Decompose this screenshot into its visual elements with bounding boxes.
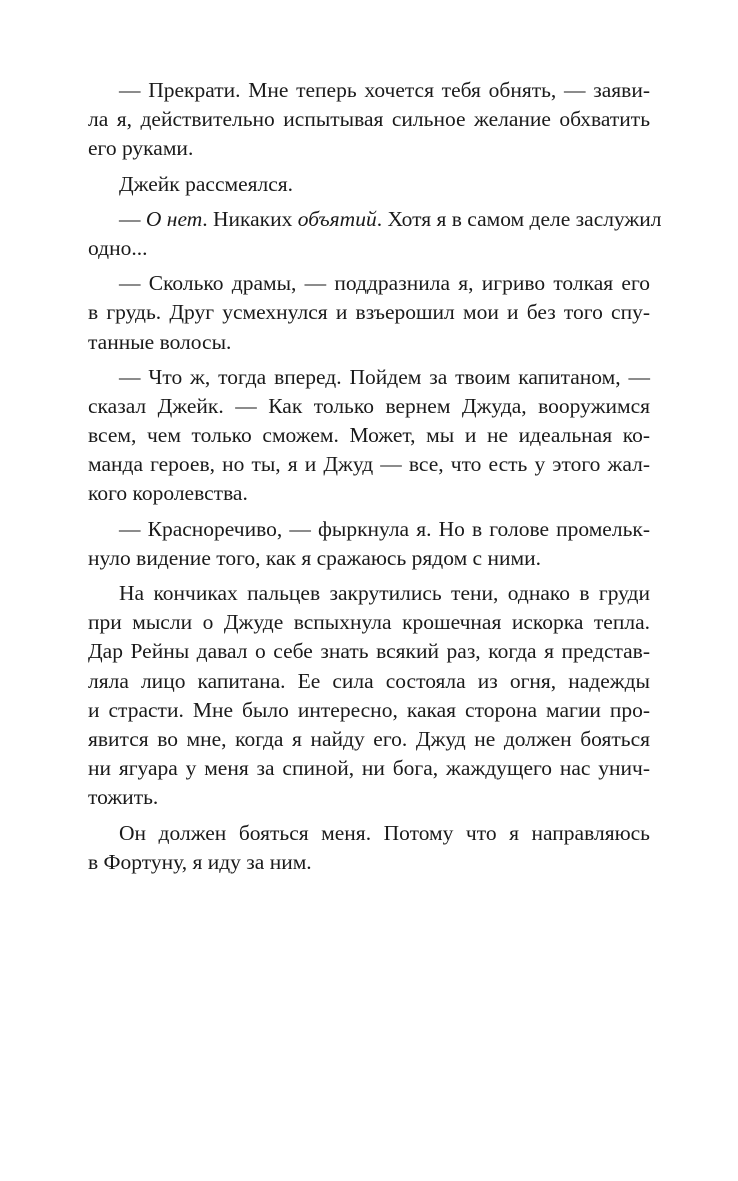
text-line: танные волосы. [88,329,232,354]
paragraph [88,205,662,263]
text-line: ни ягуара у меня за спиной, ни бога, жаждущего нас унич- [88,756,650,781]
text-run: . Никаких [202,206,298,231]
text-line: ла я, действительно испытывая сильное желание обхватить [88,107,650,132]
text-line: — Красноречиво, — фыркнула я. Но в голове промельк- [119,516,650,541]
paragraph [88,269,650,357]
body-text [88,76,662,877]
text-line: Дар Рейны давал о себе знать всякий раз, когда я представ- [88,639,650,664]
text-line: Он должен бояться меня. Потому что я направляюсь [119,820,650,845]
text-line: при мысли о Джуде вспыхнула крошечная искорка тепла. [88,610,650,635]
text-run: . Хотя я в самом деле заслужил [376,206,662,231]
paragraph [88,515,650,573]
text-line: одно... [88,235,148,260]
paragraph [88,76,650,164]
text-line: — Что ж, тогда вперед. Пойдем за твоим капитаном, — [119,364,650,389]
paragraph [88,819,650,877]
text-line [88,205,662,234]
italic-run: О нет [145,206,203,231]
text-line: всем, чем только сможем. Может, мы и не идеальная ко- [88,423,650,448]
text-line: в Фортуну, я иду за ним. [88,849,312,874]
italic-run: объятий [297,206,377,231]
text-line: в грудь. Друг усмехнулся и взъерошил мои и без того спу- [88,300,650,325]
text-line: и страсти. Мне было интересно, какая сторона магии про- [88,697,650,722]
paragraph [88,579,650,813]
text-line: — Сколько драмы, — поддразнила я, игриво толкая его [119,271,650,296]
text-line: ляла лицо капитана. Ее сила состояла из огня, надежды [88,668,650,693]
paragraph [88,170,650,199]
text-line: На кончиках пальцев закрутились тени, однако в груди [119,581,650,605]
text-line: нуло видение того, как я сражаюсь рядом с ними. [88,545,541,570]
text-run: — [119,206,146,231]
text-line: манда героев, но ты, я и Джуд — все, что есть у этого жал- [88,452,650,477]
text-line: сказал Джейк. — Как только вернем Джуда, вооружимся [88,393,650,418]
text-line: явится во мне, когда я найду его. Джуд не должен бояться [88,726,650,751]
text-line: тожить. [88,785,159,810]
paragraph [88,363,650,509]
text-line: Джейк рассмеялся. [119,171,294,196]
text-line: его руками. [88,136,194,161]
text-line: — Прекрати. Мне теперь хочется тебя обнять, — заяви- [119,78,650,102]
text-line: кого королевства. [88,481,248,506]
